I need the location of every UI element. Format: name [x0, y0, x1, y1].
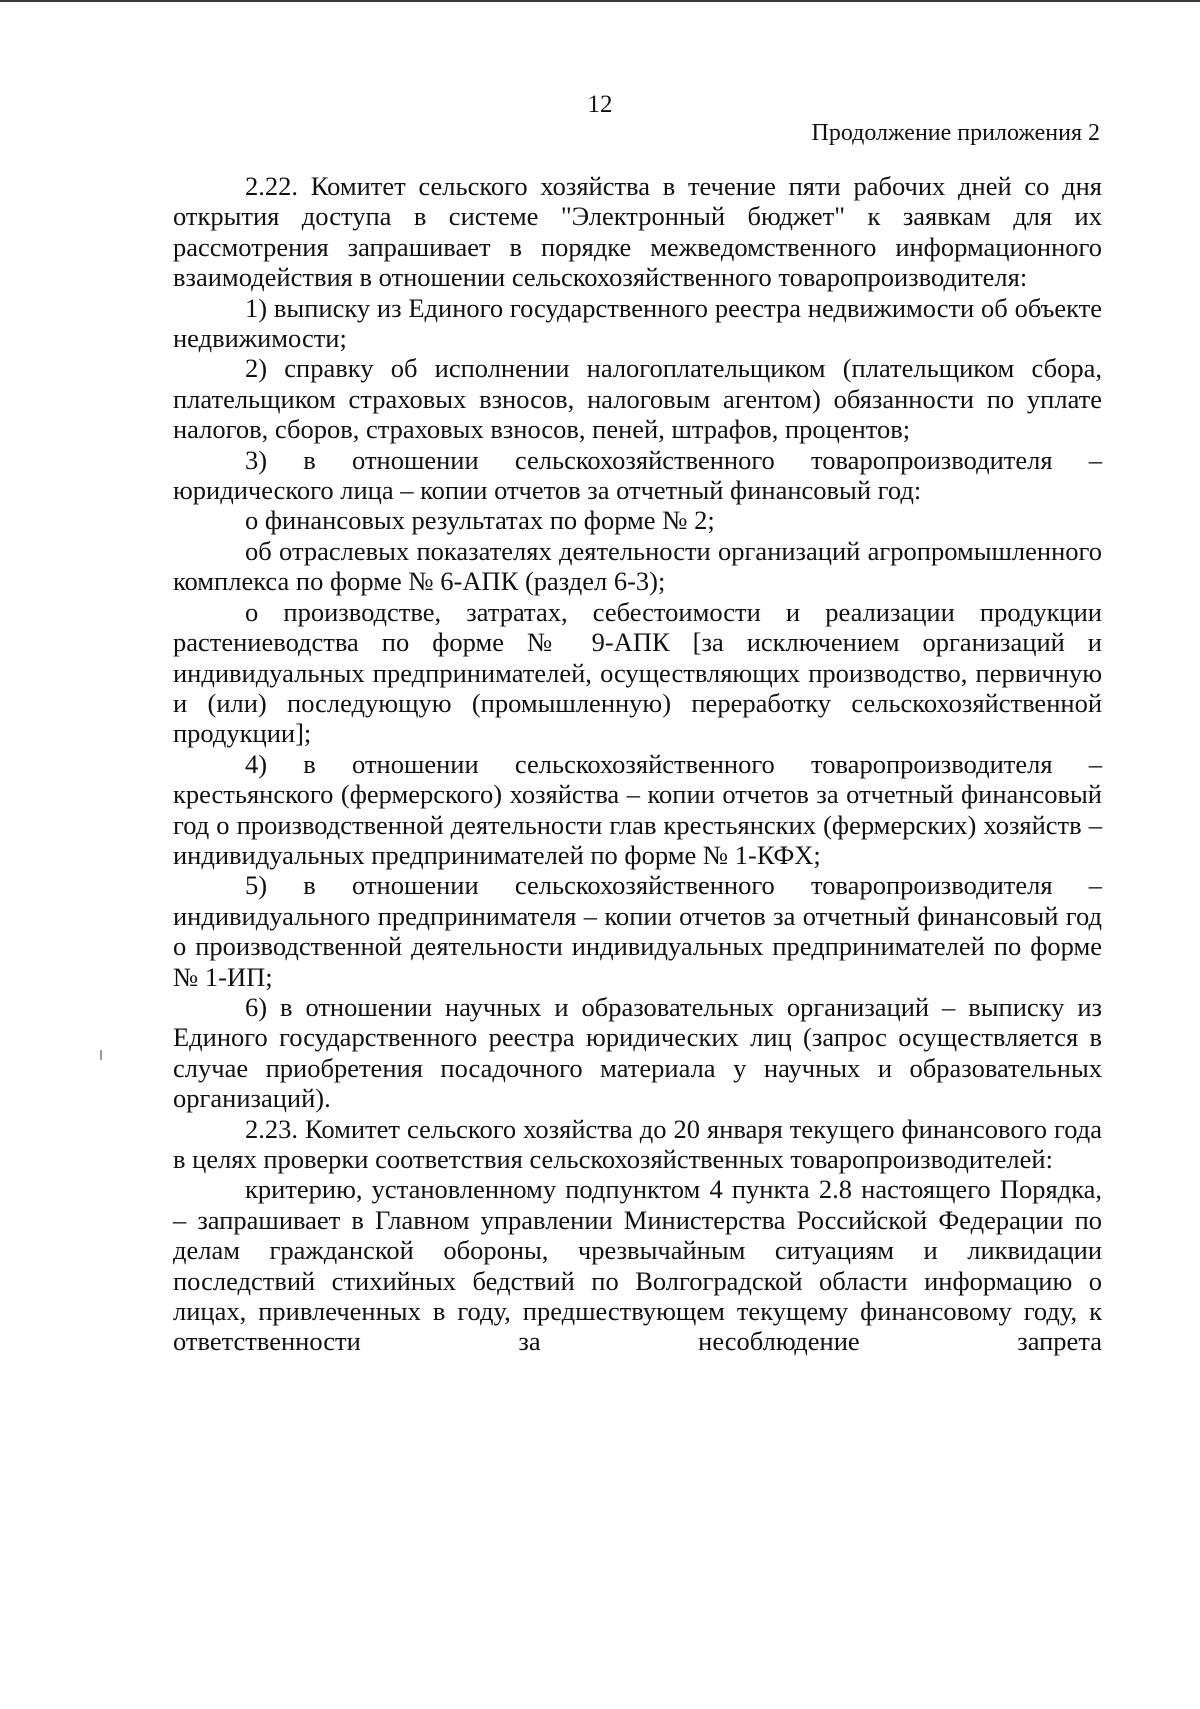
- paragraph-item-2: 2) справку об исполнении налогоплательщиком (плательщиком сбора, плательщиком страховых взносов, налоговым агентом) обязанности по уплате налогов, сборов, страховых взносов, пеней, штрафов, процентов;: [173, 353, 1102, 445]
- paragraph-item-1: 1) выписку из Единого государственного реестра недвижимости об объекте недвижимости;: [173, 292, 1102, 354]
- paragraph-item-4: 4) в отношении сельскохозяйственного товаропроизводителя – крестьянского (фермерского) хозяйства – копии отчетов за отчетный финансовый год о производственной деятельности глав крестьянских (фермерских) хозяйств – индивидуальных предпринимателей по форме № 1-КФХ;: [173, 748, 1102, 870]
- paragraph-item-5: 5) в отношении сельскохозяйственного товаропроизводителя – индивидуального предпринимателя – копии отчетов за отчетный финансовый год о производственной деятельности индивидуальных предпринимателей по форме № 1-ИП;: [173, 870, 1102, 992]
- paragraph-item-3-form-2: о финансовых результатах по форме № 2;: [245, 505, 715, 536]
- paragraph-2-22: 2.22. Комитет сельского хозяйства в течение пяти рабочих дней со дня открытия доступа в системе "Электронный бюджет" к заявкам для их рассмотрения запрашивает в порядке межведомственного информационного взаимодействия в отношении сельскохозяйственного товаропроизводителя:: [173, 171, 1102, 293]
- paragraph-item-3-form-6-apk: об отраслевых показателях деятельности организаций агропромышленного комплекса по форме № 6-АПК (раздел 6-3);: [173, 535, 1102, 597]
- paragraph-item-3-form-9-apk: о производстве, затратах, себестоимости и реализации продукции растениеводства по форме № 9-АПК [за исключением организаций и индивидуальных предпринимателей, осуществляющих производство, первичную и (или) последующую (промышленную) переработку сельскохозяйственной продукции];: [173, 596, 1102, 749]
- document-body: [173, 171, 1102, 1357]
- paragraph-criterion: критерию, установленному подпунктом 4 пункта 2.8 настоящего Порядка, – запрашивает в Главном управлении Министерства Российской Федерации по делам гражданской обороны, чрезвычайным ситуациям и ликвидации последствий стихийных бедствий по Волгоградской области информацию о лицах, привлеченных в году, предшествующем текущему финансовому году, к ответственности за несоблюдение запрета: [173, 1174, 1102, 1357]
- paragraph-2-23: 2.23. Комитет сельского хозяйства до 20 января текущего финансового года в целях проверки соответствия сельскохозяйственных товаропроизводителей:: [173, 1113, 1102, 1174]
- scan-artifact-mark: [100, 1050, 102, 1060]
- continuation-label: Продолжение приложения 2: [811, 120, 1100, 146]
- page-number: 12: [587, 91, 613, 118]
- paragraph-item-6: 6) в отношении научных и образовательных организаций – выписку из Единого государственного реестра юридических лиц (запрос осуществляется в случае приобретения посадочного материала у научных и образовательных организаций).: [173, 991, 1102, 1114]
- paragraph-item-3: 3) в отношении сельскохозяйственного товаропроизводителя – юридического лица – копии отчетов за отчетный финансовый год:: [173, 444, 1102, 506]
- scan-edge: [0, 0, 1200, 2]
